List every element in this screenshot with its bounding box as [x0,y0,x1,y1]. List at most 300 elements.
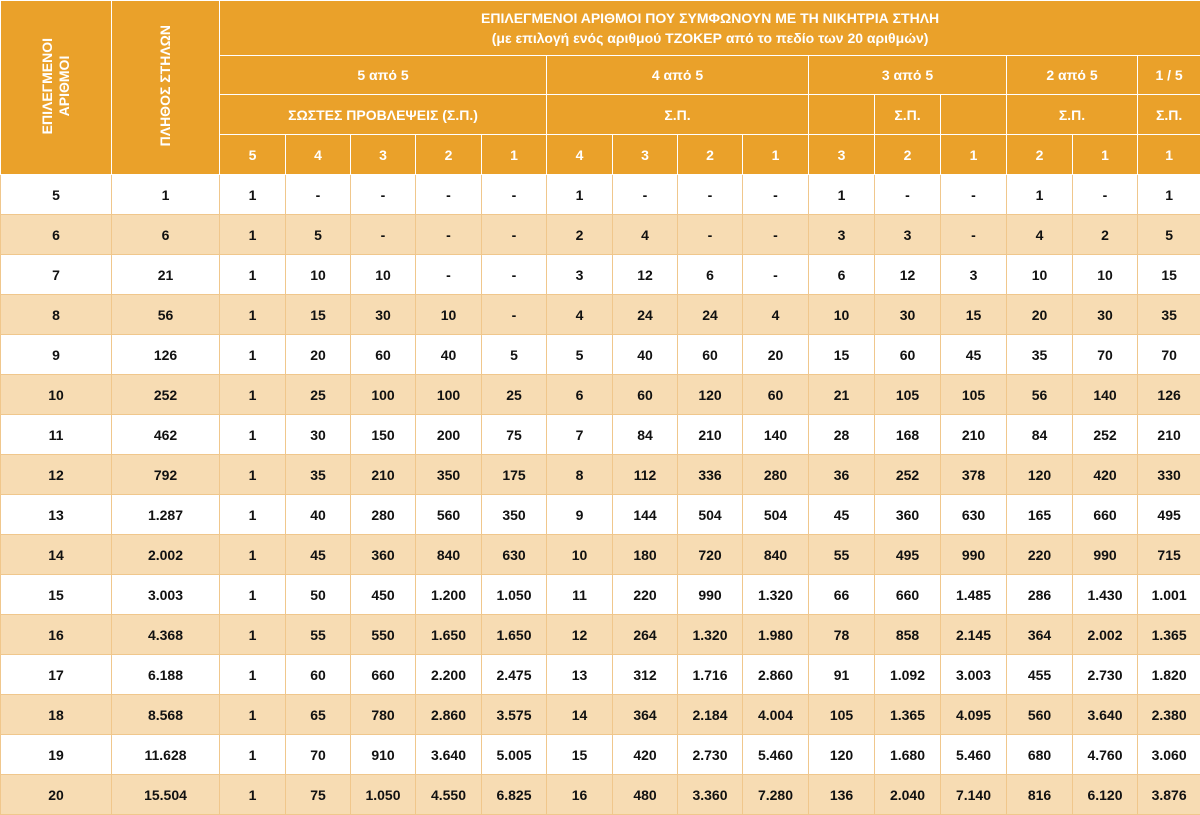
selected-numbers-cell: 11 [1,415,112,455]
value-cell: 105 [941,375,1007,415]
sp-label-1of5: Σ.Π. [1138,95,1200,135]
value-cell: 210 [678,415,743,455]
value-cell: 1 [220,295,286,335]
column-number-header: 3 [809,135,875,175]
value-cell: - [941,215,1007,255]
value-cell: 10 [1073,255,1138,295]
value-cell: 8 [547,455,613,495]
value-cell: 2.184 [678,695,743,735]
value-cell: 45 [809,495,875,535]
value-cell: 680 [1007,735,1073,775]
value-cell: 5.460 [941,735,1007,775]
value-cell: 6 [809,255,875,295]
table-row [1,495,1200,535]
selected-numbers-cell: 16 [1,615,112,655]
table-body [1,175,1200,815]
columns-count-cell: 21 [112,255,220,295]
value-cell: 4 [743,295,809,335]
value-cell: 25 [482,375,547,415]
value-cell: 1 [220,615,286,655]
value-cell: 1.320 [678,615,743,655]
value-cell: 4.550 [416,775,482,815]
value-cell: 24 [613,295,678,335]
value-cell: 420 [1073,455,1138,495]
value-cell: 280 [743,455,809,495]
value-cell: - [875,175,941,215]
value-cell: 50 [286,575,351,615]
value-cell: 200 [416,415,482,455]
column-number-header: 4 [286,135,351,175]
value-cell: 560 [416,495,482,535]
value-cell: 3.876 [1138,775,1200,815]
columns-count-cell: 462 [112,415,220,455]
value-cell: 1 [220,495,286,535]
value-cell: 2.730 [1073,655,1138,695]
value-cell: 112 [613,455,678,495]
value-cell: 105 [809,695,875,735]
value-cell: 312 [613,655,678,695]
value-cell: 504 [743,495,809,535]
value-cell: 1 [220,775,286,815]
value-cell: 2.145 [941,615,1007,655]
value-cell: 858 [875,615,941,655]
group-3-of-5: 3 από 5 [809,56,1007,95]
value-cell: 60 [743,375,809,415]
value-cell: 660 [351,655,416,695]
value-cell: 3 [809,215,875,255]
value-cell: 1 [220,175,286,215]
value-cell: 450 [351,575,416,615]
value-cell: 45 [941,335,1007,375]
value-cell: 12 [613,255,678,295]
value-cell: 1 [1138,175,1200,215]
column-number-header: 1 [482,135,547,175]
value-cell: 30 [286,415,351,455]
value-cell: 840 [743,535,809,575]
value-cell: 550 [351,615,416,655]
value-cell: 120 [1007,455,1073,495]
columns-count-cell: 252 [112,375,220,415]
value-cell: - [1073,175,1138,215]
value-cell: 350 [482,495,547,535]
value-cell: - [482,255,547,295]
value-cell: 78 [809,615,875,655]
value-cell: 60 [286,655,351,695]
sp-label-4of5: Σ.Π. [547,95,809,135]
value-cell: 350 [416,455,482,495]
value-cell: 1.320 [743,575,809,615]
column-number-header: 1 [1138,135,1200,175]
value-cell: 24 [678,295,743,335]
column-number-header: 4 [547,135,613,175]
value-cell: - [416,255,482,295]
selected-numbers-cell: 15 [1,575,112,615]
column-number-header: 1 [743,135,809,175]
value-cell: 1 [220,335,286,375]
value-cell: 13 [547,655,613,695]
value-cell: 252 [875,455,941,495]
value-cell: 84 [1007,415,1073,455]
value-cell: 15 [941,295,1007,335]
value-cell: 3 [547,255,613,295]
value-cell: 1.200 [416,575,482,615]
value-cell: 165 [1007,495,1073,535]
value-cell: 1.050 [482,575,547,615]
selected-numbers-cell: 7 [1,255,112,295]
value-cell: 715 [1138,535,1200,575]
value-cell: - [941,175,1007,215]
value-cell: 630 [482,535,547,575]
selected-numbers-cell: 5 [1,175,112,215]
value-cell: 780 [351,695,416,735]
value-cell: 65 [286,695,351,735]
value-cell: 840 [416,535,482,575]
column-number-header: 2 [678,135,743,175]
value-cell: 84 [613,415,678,455]
value-cell: 660 [1073,495,1138,535]
value-cell: 336 [678,455,743,495]
columns-count-cell: 8.568 [112,695,220,735]
value-cell: 25 [286,375,351,415]
value-cell: 1 [220,535,286,575]
value-cell: 4.095 [941,695,1007,735]
value-cell: 220 [613,575,678,615]
columns-count-cell: 4.368 [112,615,220,655]
value-cell: 7.140 [941,775,1007,815]
value-cell: 5 [482,335,547,375]
columns-count-cell: 6 [112,215,220,255]
value-cell: 7 [547,415,613,455]
value-cell: 6 [678,255,743,295]
columns-count-cell: 2.002 [112,535,220,575]
value-cell: 210 [941,415,1007,455]
value-cell: 60 [875,335,941,375]
value-cell: 504 [678,495,743,535]
value-cell: 14 [547,695,613,735]
value-cell: 4 [613,215,678,255]
value-cell: 105 [875,375,941,415]
value-cell: 1.485 [941,575,1007,615]
value-cell: 5 [1138,215,1200,255]
sp-empty-3of5-b [941,95,1007,135]
value-cell: 35 [286,455,351,495]
selected-numbers-cell: 18 [1,695,112,735]
value-cell: 2.200 [416,655,482,695]
table-header [1,1,1200,175]
value-cell: 1 [220,215,286,255]
group-2-of-5: 2 από 5 [1007,56,1138,95]
value-cell: 10 [1007,255,1073,295]
value-cell: 100 [351,375,416,415]
value-cell: 1 [220,695,286,735]
table-row [1,695,1200,735]
value-cell: 35 [1138,295,1200,335]
value-cell: 2.860 [743,655,809,695]
value-cell: 60 [613,375,678,415]
value-cell: 1 [220,255,286,295]
value-cell: - [351,175,416,215]
value-cell: 66 [809,575,875,615]
columns-count-cell: 3.003 [112,575,220,615]
value-cell: - [416,215,482,255]
value-cell: 6 [547,375,613,415]
value-cell: 2.002 [1073,615,1138,655]
value-cell: 360 [875,495,941,535]
value-cell: 1.365 [875,695,941,735]
value-cell: - [743,175,809,215]
value-cell: 480 [613,775,678,815]
columns-count-header: ΠΛΗΘΟΣ ΣΤΗΛΩΝ [112,1,220,175]
value-cell: 70 [1138,335,1200,375]
value-cell: 495 [1138,495,1200,535]
value-cell: - [743,255,809,295]
value-cell: 286 [1007,575,1073,615]
value-cell: 136 [809,775,875,815]
value-cell: 168 [875,415,941,455]
table-row [1,535,1200,575]
value-cell: 150 [351,415,416,455]
sp-label-2of5: Σ.Π. [1007,95,1138,135]
value-cell: 15 [1138,255,1200,295]
value-cell: 15 [809,335,875,375]
value-cell: 120 [809,735,875,775]
value-cell: 1.650 [416,615,482,655]
value-cell: 126 [1138,375,1200,415]
value-cell: 3.640 [1073,695,1138,735]
group-5-of-5: 5 από 5 [220,56,547,95]
selected-numbers-cell: 8 [1,295,112,335]
value-cell: 28 [809,415,875,455]
table-row [1,455,1200,495]
value-cell: 5.460 [743,735,809,775]
value-cell: 1.980 [743,615,809,655]
value-cell: 30 [1073,295,1138,335]
value-cell: 4.760 [1073,735,1138,775]
table-row [1,335,1200,375]
group-4-of-5: 4 από 5 [547,56,809,95]
column-number-header: 5 [220,135,286,175]
value-cell: 2.475 [482,655,547,695]
value-cell: 364 [1007,615,1073,655]
value-cell: 5 [286,215,351,255]
value-cell: 1.050 [351,775,416,815]
value-cell: 2 [1073,215,1138,255]
value-cell: 180 [613,535,678,575]
value-cell: 10 [351,255,416,295]
value-cell: 70 [286,735,351,775]
value-cell: 3.003 [941,655,1007,695]
value-cell: 35 [1007,335,1073,375]
value-cell: 1.092 [875,655,941,695]
value-cell: 630 [941,495,1007,535]
selected-numbers-cell: 10 [1,375,112,415]
value-cell: 100 [416,375,482,415]
value-cell: 144 [613,495,678,535]
value-cell: 420 [613,735,678,775]
value-cell: 30 [351,295,416,335]
table-row [1,175,1200,215]
value-cell: 1 [220,415,286,455]
selected-numbers-cell: 9 [1,335,112,375]
selected-numbers-cell: 14 [1,535,112,575]
value-cell: 15 [547,735,613,775]
value-cell: 1 [220,735,286,775]
table-row [1,415,1200,455]
value-cell: - [482,215,547,255]
value-cell: 2 [547,215,613,255]
value-cell: 1.365 [1138,615,1200,655]
columns-count-cell: 792 [112,455,220,495]
value-cell: 264 [613,615,678,655]
value-cell: 495 [875,535,941,575]
value-cell: 1 [220,655,286,695]
value-cell: 140 [1073,375,1138,415]
columns-count-cell: 126 [112,335,220,375]
column-number-header: 2 [416,135,482,175]
value-cell: 70 [1073,335,1138,375]
value-cell: 40 [416,335,482,375]
value-cell: 11 [547,575,613,615]
value-cell: 10 [286,255,351,295]
value-cell: - [678,215,743,255]
column-number-header: 3 [613,135,678,175]
value-cell: 5 [547,335,613,375]
value-cell: 55 [809,535,875,575]
columns-count-cell: 1.287 [112,495,220,535]
value-cell: 330 [1138,455,1200,495]
value-cell: 3.640 [416,735,482,775]
selected-numbers-cell: 12 [1,455,112,495]
value-cell: 10 [809,295,875,335]
value-cell: 455 [1007,655,1073,695]
value-cell: 40 [286,495,351,535]
value-cell: 910 [351,735,416,775]
column-number-header: 1 [1073,135,1138,175]
table-row [1,375,1200,415]
table-row [1,255,1200,295]
value-cell: 280 [351,495,416,535]
value-cell: 5.005 [482,735,547,775]
value-cell: 1 [1007,175,1073,215]
value-cell: 20 [743,335,809,375]
value-cell: 6.120 [1073,775,1138,815]
value-cell: 378 [941,455,1007,495]
value-cell: 16 [547,775,613,815]
selected-numbers-header: ΕΠΙΛΕΓΜΕΝΟΙ ΑΡΙΘΜΟΙ [1,1,112,175]
value-cell: 210 [1138,415,1200,455]
columns-count-cell: 6.188 [112,655,220,695]
column-number-header: 2 [875,135,941,175]
table-row [1,735,1200,775]
value-cell: 2.860 [416,695,482,735]
value-cell: 3 [875,215,941,255]
value-cell: - [678,175,743,215]
value-cell: 60 [678,335,743,375]
value-cell: 1 [220,375,286,415]
value-cell: 30 [875,295,941,335]
value-cell: 40 [613,335,678,375]
table-title-line2: (με επιλογή ενός αριθμού ΤΖΟΚΕΡ από το πεδίο των 20 αριθμών) [491,30,929,46]
value-cell: 140 [743,415,809,455]
correct-predictions-label: ΣΩΣΤΕΣ ΠΡΟΒΛΕΨΕΙΣ (Σ.Π.) [220,95,547,135]
sp-empty-3of5-a [809,95,875,135]
value-cell: 36 [809,455,875,495]
value-cell: - [613,175,678,215]
value-cell: 20 [286,335,351,375]
value-cell: 4.004 [743,695,809,735]
value-cell: 75 [286,775,351,815]
value-cell: 3.060 [1138,735,1200,775]
value-cell: 1 [220,575,286,615]
value-cell: 1.430 [1073,575,1138,615]
value-cell: 12 [547,615,613,655]
table-row [1,575,1200,615]
value-cell: 1.650 [482,615,547,655]
value-cell: 364 [613,695,678,735]
value-cell: 55 [286,615,351,655]
table-row [1,215,1200,255]
value-cell: 1.680 [875,735,941,775]
table-row [1,775,1200,815]
table-row [1,655,1200,695]
value-cell: 9 [547,495,613,535]
value-cell: 7.280 [743,775,809,815]
selected-numbers-cell: 6 [1,215,112,255]
value-cell: - [286,175,351,215]
value-cell: 120 [678,375,743,415]
value-cell: - [351,215,416,255]
value-cell: 210 [351,455,416,495]
value-cell: 3.575 [482,695,547,735]
selected-numbers-cell: 19 [1,735,112,775]
value-cell: 2.380 [1138,695,1200,735]
value-cell: 3 [941,255,1007,295]
value-cell: 252 [1073,415,1138,455]
value-cell: - [743,215,809,255]
value-cell: 75 [482,415,547,455]
value-cell: 175 [482,455,547,495]
column-number-header: 3 [351,135,416,175]
value-cell: 10 [547,535,613,575]
value-cell: 21 [809,375,875,415]
value-cell: 4 [547,295,613,335]
selected-numbers-cell: 13 [1,495,112,535]
value-cell: 60 [351,335,416,375]
group-1-of-5: 1 / 5 [1138,56,1200,95]
column-number-header: 1 [941,135,1007,175]
value-cell: 816 [1007,775,1073,815]
columns-count-cell: 15.504 [112,775,220,815]
value-cell: 91 [809,655,875,695]
value-cell: 15 [286,295,351,335]
value-cell: 1.820 [1138,655,1200,695]
value-cell: 990 [941,535,1007,575]
value-cell: 2.040 [875,775,941,815]
table-title [220,1,1200,56]
value-cell: 990 [1073,535,1138,575]
column-number-header: 2 [1007,135,1073,175]
value-cell: 560 [1007,695,1073,735]
value-cell: 1.001 [1138,575,1200,615]
value-cell: 990 [678,575,743,615]
value-cell: 360 [351,535,416,575]
table-row [1,615,1200,655]
columns-count-cell: 1 [112,175,220,215]
value-cell: 10 [416,295,482,335]
value-cell: 2.730 [678,735,743,775]
value-cell: - [482,295,547,335]
value-cell: - [416,175,482,215]
